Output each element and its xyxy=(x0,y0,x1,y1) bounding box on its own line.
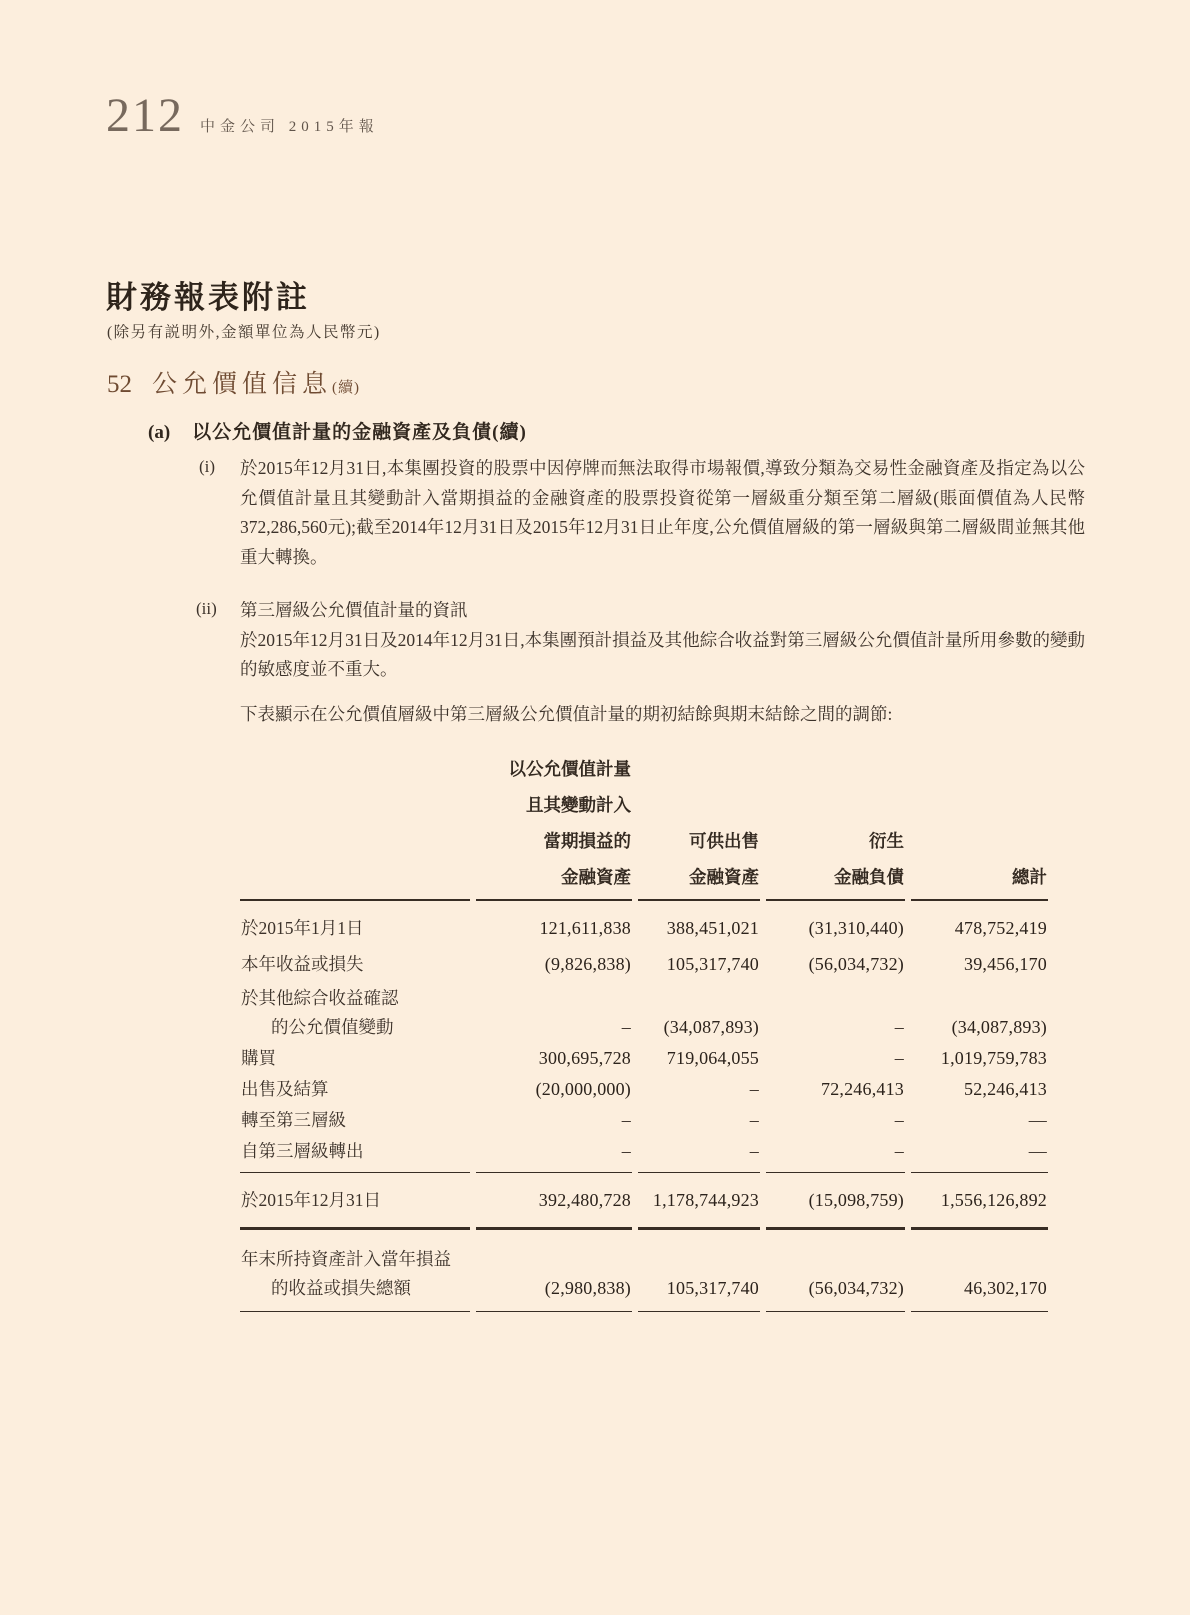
item-i-paragraph: 於2015年12月31日,本集團投資的股票中因停牌而無法取得市場報價,導致分類為交易性金融資產及指定為以公允價值計量且其變動計入當期損益的金融資產的股票投資從第一層級重分類至第二層級(賬面價值為人民幣372,286,560元);截至2014年12月31日及2015年12月31日止年度,公允價值層級的第一層級與第二層級間並無其他重大轉換。 xyxy=(240,458,1085,567)
column-header: 衍生 金融負債 xyxy=(766,750,905,901)
section-number: 52 xyxy=(107,371,132,398)
table-row xyxy=(240,1230,1048,1312)
table-cell: (2,980,838) xyxy=(476,1230,632,1312)
report-name: 中金公司 2015年報 xyxy=(200,119,379,135)
table-cell: 392,480,728 xyxy=(476,1173,632,1230)
item-ii-text: 於2015年12月31日及2014年12月31日,本集團預計損益及其他綜合收益對第三層級公允價值計量所用參數的變動的敏感度並不重大。 xyxy=(240,629,1085,679)
running-header xyxy=(106,89,379,142)
table-row xyxy=(240,983,1048,1043)
row-label: 轉至第三層級 xyxy=(241,1110,346,1130)
table-row xyxy=(240,947,1048,983)
table-cell: – xyxy=(749,1079,759,1099)
subsection-title: 以公允價值計量的金融資產及負債(續) xyxy=(192,422,527,443)
table-cell: — xyxy=(911,1136,1048,1173)
table-cell: – xyxy=(749,1110,759,1130)
row-label: 年末所持資產計入當年損益 的收益或損失總額 xyxy=(240,1230,470,1312)
table-cell: 300,695,728 xyxy=(538,1048,631,1068)
table-cell: – xyxy=(621,1110,631,1130)
row-label: 於2015年1月1日 xyxy=(241,918,364,938)
table-cell: – xyxy=(894,1048,904,1068)
section-heading xyxy=(107,364,360,400)
row-label: 本年收益或損失 xyxy=(241,954,364,974)
table-cell: (34,087,893) xyxy=(951,1017,1047,1037)
table-cell: 39,456,170 xyxy=(964,954,1047,974)
table-cell: – xyxy=(476,1136,632,1173)
table-intro: 下表顯示在公允價值層級中第三層級公允價值計量的期初結餘與期末結餘之間的調節: xyxy=(240,704,893,724)
reconciliation-table-wrapper xyxy=(234,750,1054,1312)
row-label-column-header xyxy=(240,750,470,901)
table-row xyxy=(240,901,1048,947)
table-cell: (20,000,000) xyxy=(535,1079,631,1099)
item-ii-title: 第三層級公允價值計量的資訊 xyxy=(240,600,468,620)
document-title: 財務報表附註 xyxy=(106,280,310,315)
column-header: 以公允價值計量 且其變動計入 當期損益的 金融資產 xyxy=(476,750,632,901)
table-cell: 46,302,170 xyxy=(911,1230,1048,1312)
table-cell: 121,611,838 xyxy=(539,918,631,938)
table-cell: — xyxy=(1028,1110,1047,1130)
section-title: 公允價值信息 xyxy=(152,371,333,398)
table-cell: – xyxy=(894,1110,904,1130)
subsection-label: (a) xyxy=(148,422,171,443)
item-ii-label: (ii) xyxy=(196,599,217,618)
table-cell: 72,246,413 xyxy=(821,1079,904,1099)
page-number: 212 xyxy=(106,89,184,142)
table-cell: 478,752,419 xyxy=(954,918,1047,938)
table-cell: 388,451,021 xyxy=(666,918,759,938)
table-cell: – xyxy=(894,1017,904,1037)
table-cell: – xyxy=(638,1136,760,1173)
column-header: 可供出售 金融資產 xyxy=(638,750,760,901)
table-row xyxy=(240,1105,1048,1136)
table-cell: 1,556,126,892 xyxy=(911,1173,1048,1230)
table-cell: (56,034,732) xyxy=(808,954,904,974)
item-ii-paragraph xyxy=(240,596,1085,685)
table-row xyxy=(240,1173,1048,1230)
table-row xyxy=(240,1074,1048,1105)
column-header: 總計 xyxy=(911,750,1048,901)
section-continued-mark: (續) xyxy=(332,380,361,396)
reconciliation-table xyxy=(234,750,1054,1312)
row-label: 自第三層級轉出 xyxy=(240,1136,470,1173)
table-cell: 1,178,744,923 xyxy=(638,1173,760,1230)
table-cell: 105,317,740 xyxy=(638,1230,760,1312)
table-cell: (31,310,440) xyxy=(808,918,904,938)
subsection-heading xyxy=(148,417,527,444)
table-cell: – xyxy=(621,1017,631,1037)
row-label: 購買 xyxy=(241,1048,276,1068)
table-cell: 719,064,055 xyxy=(666,1048,759,1068)
table-row xyxy=(240,1043,1048,1074)
table-cell: – xyxy=(766,1136,905,1173)
table-cell: (34,087,893) xyxy=(663,1017,759,1037)
row-label: 出售及結算 xyxy=(241,1079,329,1099)
row-label: 於其他綜合收益確認 的公允價值變動 xyxy=(241,988,399,1037)
table-cell: 1,019,759,783 xyxy=(940,1048,1047,1068)
table-cell: (56,034,732) xyxy=(766,1230,905,1312)
table-row xyxy=(240,1136,1048,1173)
row-label: 於2015年12月31日 xyxy=(240,1173,470,1230)
table-cell: (15,098,759) xyxy=(766,1173,905,1230)
document-subtitle: (除另有説明外,金額單位為人民幣元) xyxy=(107,324,381,341)
table-cell: 105,317,740 xyxy=(666,954,759,974)
table-cell: 52,246,413 xyxy=(964,1079,1047,1099)
table-cell: (9,826,838) xyxy=(544,954,631,974)
item-i-label: (i) xyxy=(199,457,216,476)
table-header-row xyxy=(240,750,1048,901)
